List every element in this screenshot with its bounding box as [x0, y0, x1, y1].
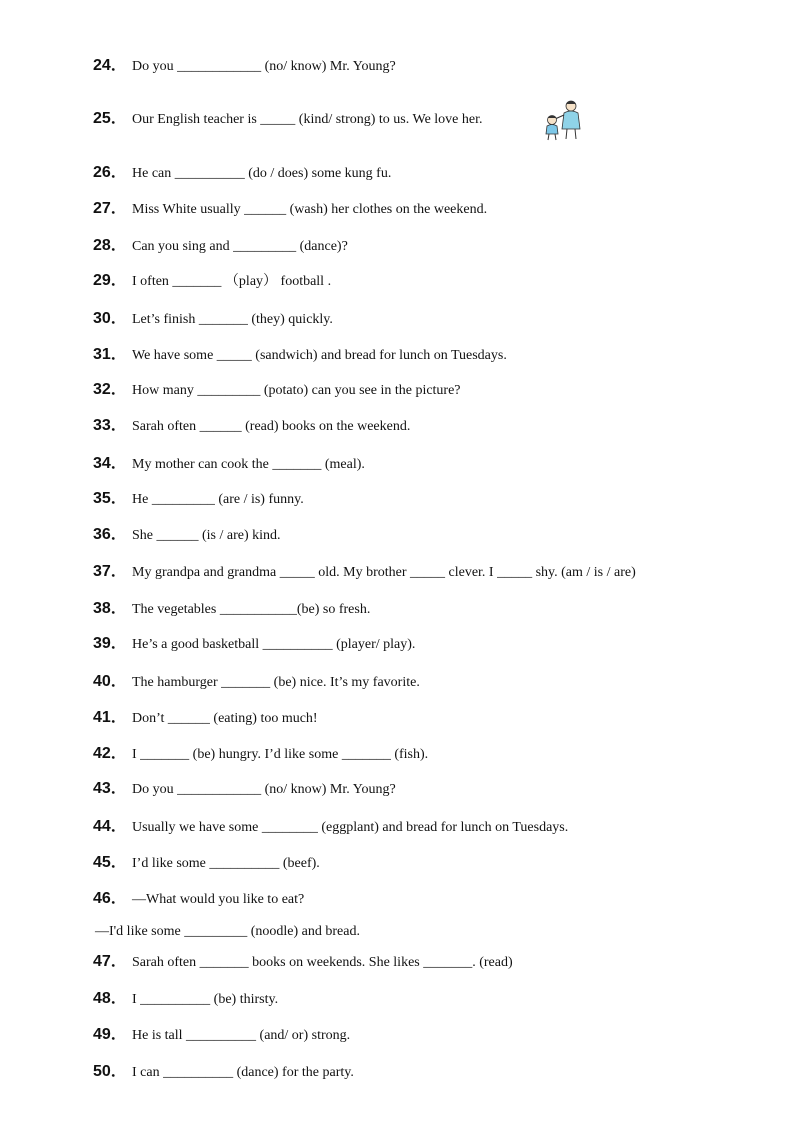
question-number: 39． [93, 635, 127, 652]
question-number: 36． [93, 526, 127, 543]
question-text: He _________ (are / is) funny. [132, 492, 304, 507]
question-text: We have some _____ (sandwich) and bread for lunch on Tuesdays. [132, 348, 507, 363]
question-number: 32． [93, 381, 127, 398]
question-49 [93, 1026, 774, 1045]
question-36 [93, 526, 774, 545]
question-26 [93, 164, 774, 183]
question-number: 31． [93, 346, 127, 363]
question-text: Do you ____________ (no/ know) Mr. Young? [132, 782, 396, 797]
question-43 [93, 780, 774, 799]
question-number: 41． [93, 709, 127, 726]
question-text: I’d like some __________ (beef). [132, 856, 320, 871]
question-25 [93, 110, 774, 129]
question-text: The hamburger _______ (be) nice. It’s my favorite. [132, 675, 420, 690]
question-text: She ______ (is / are) kind. [132, 528, 281, 543]
question-text: I can __________ (dance) for the party. [132, 1065, 354, 1080]
question-number: 43． [93, 780, 127, 797]
question-text: I _______ (be) hungry. I’d like some _______ (fish). [132, 747, 429, 762]
question-44 [93, 818, 774, 837]
question-text: Usually we have some ________ (eggplant) and bread for lunch on Tuesdays. [132, 820, 569, 835]
question-text: Sarah often _______ books on weekends. She likes _______. (read) [132, 955, 513, 970]
question-text: The vegetables ___________(be) so fresh. [132, 602, 371, 617]
question-31 [93, 346, 774, 365]
question-number: 40． [93, 673, 127, 690]
question-number: 38． [93, 600, 127, 617]
question-number: 35． [93, 490, 127, 507]
question-46-reply: —I'd like some _________ (noodle) and bread. [95, 924, 360, 939]
question-45 [93, 854, 774, 873]
question-48 [93, 990, 774, 1009]
question-text: Sarah often ______ (read) books on the weekend. [132, 419, 411, 434]
question-number: 34． [93, 455, 127, 472]
question-35 [93, 490, 774, 509]
question-number: 48． [93, 990, 127, 1007]
question-39 [93, 635, 774, 654]
question-number: 46． [93, 890, 127, 907]
teacher-child-illustration [538, 99, 588, 141]
question-number: 33． [93, 417, 127, 434]
question-number: 30． [93, 310, 127, 327]
question-text: He’s a good basketball __________ (player/ play). [132, 637, 416, 652]
question-34 [93, 455, 774, 474]
question-text: My grandpa and grandma _____ old. My brother _____ clever. I _____ shy. (am / is / are) [132, 565, 636, 580]
question-number: 29． [93, 272, 127, 289]
question-50 [93, 1063, 774, 1082]
question-text: My mother can cook the _______ (meal). [132, 457, 365, 472]
question-24 [93, 57, 774, 76]
question-number: 26． [93, 164, 127, 181]
question-number: 50． [93, 1063, 127, 1080]
question-text: He is tall __________ (and/ or) strong. [132, 1028, 351, 1043]
question-text: Miss White usually ______ (wash) her clothes on the weekend. [132, 202, 488, 217]
question-text: Don’t ______ (eating) too much! [132, 711, 318, 726]
question-number: 44． [93, 818, 127, 835]
question-text: —What would you like to eat? [132, 892, 305, 907]
question-46 [93, 890, 774, 909]
question-number: 27． [93, 200, 127, 217]
question-text: Our English teacher is _____ (kind/ strong) to us. We love her. [132, 112, 483, 127]
question-37 [93, 563, 774, 582]
question-38 [93, 600, 774, 619]
question-number: 49． [93, 1026, 127, 1043]
question-text: He can __________ (do / does) some kung fu. [132, 166, 392, 181]
question-number: 24． [93, 57, 127, 74]
question-33 [93, 417, 774, 436]
question-number: 25． [93, 110, 127, 127]
question-40 [93, 673, 774, 692]
question-number: 28． [93, 237, 127, 254]
question-text: I __________ (be) thirsty. [132, 992, 279, 1007]
question-number: 45． [93, 854, 127, 871]
question-30 [93, 310, 774, 329]
question-29 [93, 272, 774, 291]
question-42 [93, 745, 774, 764]
question-41 [93, 709, 774, 728]
question-32 [93, 381, 774, 400]
question-28 [93, 237, 774, 256]
question-text: Do you ____________ (no/ know) Mr. Young? [132, 59, 396, 74]
question-text: How many _________ (potato) can you see in the picture? [132, 383, 461, 398]
question-27 [93, 200, 774, 219]
question-47 [93, 953, 774, 972]
question-text: Let’s finish _______ (they) quickly. [132, 312, 333, 327]
question-text: I often _______ （play） football . [132, 274, 332, 289]
question-number: 37． [93, 563, 127, 580]
question-number: 47． [93, 953, 127, 970]
question-text: Can you sing and _________ (dance)? [132, 239, 348, 254]
question-number: 42． [93, 745, 127, 762]
